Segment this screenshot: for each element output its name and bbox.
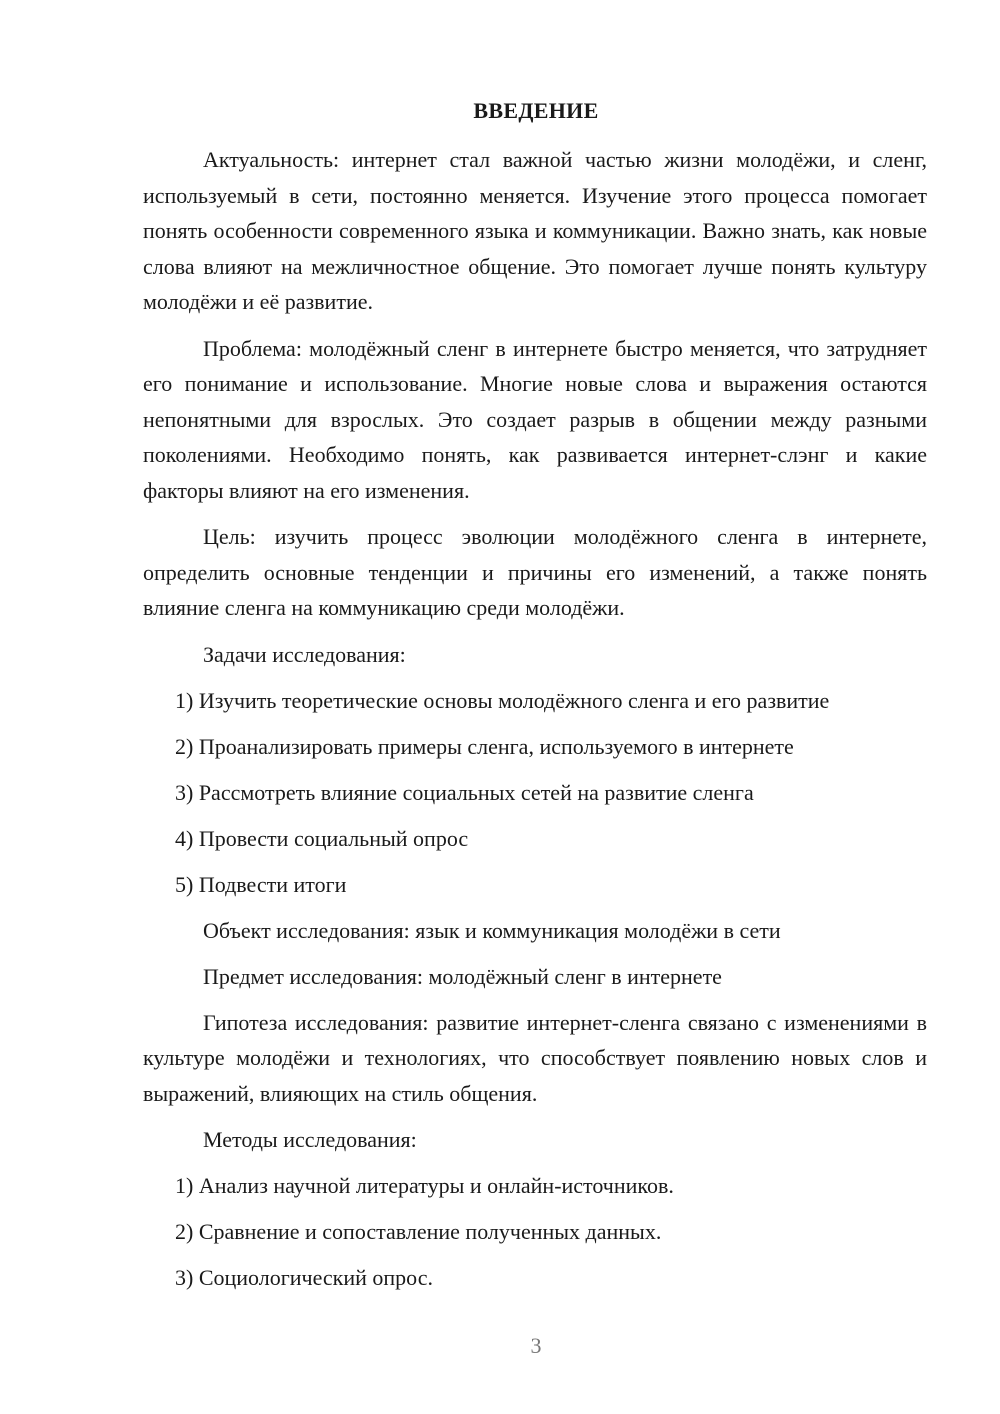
method-item: 2) Сравнение и сопоставление полученных данных. bbox=[175, 1219, 662, 1244]
method-item: 1) Анализ научной литературы и онлайн-источников. bbox=[175, 1173, 674, 1198]
task-item: 5) Подвести итоги bbox=[175, 871, 347, 897]
document-body bbox=[143, 142, 927, 1306]
page-title: ВВЕДЕНИЕ bbox=[473, 98, 599, 123]
methods-heading: Методы исследования: bbox=[203, 1127, 417, 1152]
method-item: 3) Социологический опрос. bbox=[175, 1265, 433, 1290]
problem-paragraph: Проблема: молодёжный сленг в интернете быстро меняется, что затрудняет его понимание и использование. Многие новые слова и выражения остаются непонятными для взрослых. Это создает разрыв в общении между разными поколениями. Необходимо понять, как развивается интернет-слэнг и какие факторы влияют на его изменения. bbox=[143, 335, 927, 503]
goal-paragraph: Цель: изучить процесс эволюции молодёжного сленга в интернете, определить основные тенденции и причины его изменений, а также понять влияние сленга на коммуникацию среди молодёжи. bbox=[143, 524, 927, 620]
task-item: 1) Изучить теоретические основы молодёжного сленга и его развитие bbox=[175, 687, 830, 713]
tasks-heading: Задачи исследования: bbox=[203, 641, 406, 667]
subject-line: Предмет исследования: молодёжный сленг в интернете bbox=[203, 963, 722, 989]
task-item: 2) Проанализировать примеры сленга, используемого в интернете bbox=[175, 733, 794, 759]
hypothesis-paragraph: Гипотеза исследования: развитие интернет-сленга связано с изменениями в культуре молодёжи и технологиях, что способствует появлению новых слов и выражений, влияющих на стиль общения. bbox=[143, 1009, 927, 1106]
relevance-paragraph: Актуальность: интернет стал важной частью жизни молодёжи, и сленг, используемый в сети, постоянно меняется. Изучение этого процесса помогает понять особенности современного языка и коммуникации. Важно знать, как новые слова влияют на межличностное общение. Это помогает лучше понять культуру молодёжи и её развитие. bbox=[143, 147, 927, 314]
task-item: 4) Провести социальный опрос bbox=[175, 825, 469, 851]
object-line: Объект исследования: язык и коммуникация молодёжи в сети bbox=[203, 917, 781, 943]
task-item: 3) Рассмотреть влияние социальных сетей на развитие сленга bbox=[175, 779, 754, 805]
page-number: 3 bbox=[530, 1333, 542, 1358]
